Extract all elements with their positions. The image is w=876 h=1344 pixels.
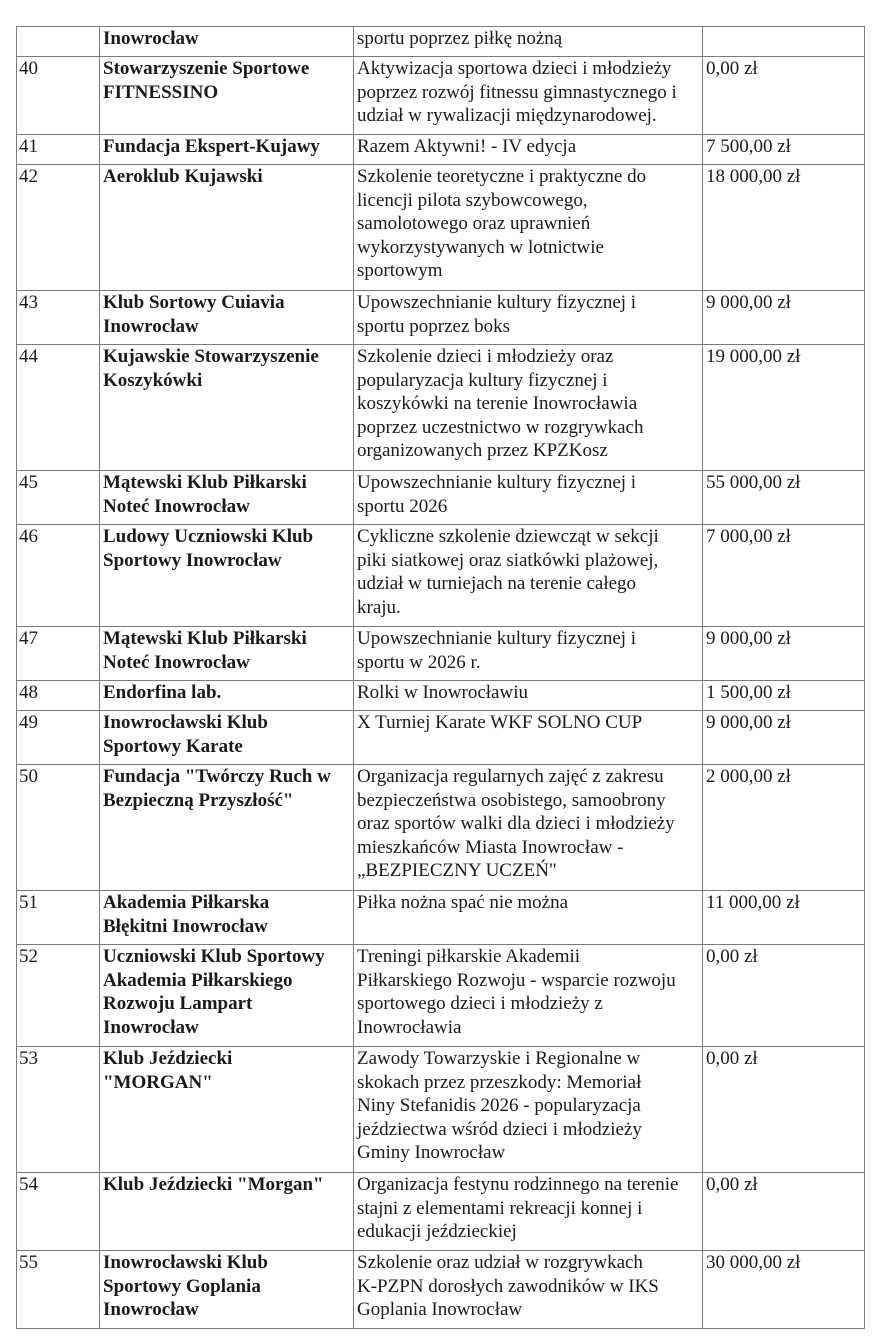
grant-amount bbox=[703, 345, 865, 471]
task-title-line: jeździectwa wśród dzieci i młodzieży bbox=[357, 1118, 642, 1140]
task-title bbox=[354, 165, 703, 291]
organization-name-line: Fundacja Ekspert-Kujawy bbox=[103, 136, 320, 157]
organization-name-line: Akademia Piłkarskiego bbox=[103, 969, 293, 991]
grant-amount-text: 1 500,00 zł bbox=[706, 682, 791, 703]
grant-amount-text: 7 000,00 zł bbox=[706, 526, 791, 547]
grant-amount-text: 0,00 zł bbox=[706, 58, 758, 79]
organization-name bbox=[100, 165, 354, 291]
task-title-line: sportu poprzez piłkę nożną bbox=[357, 28, 563, 49]
task-title-line: Organizacja regularnych zajęć z zakresu bbox=[357, 766, 664, 787]
row-number-text: 40 bbox=[19, 58, 38, 79]
task-title bbox=[354, 471, 703, 525]
grant-amount bbox=[703, 1251, 865, 1329]
organization-name bbox=[100, 57, 354, 135]
task-title bbox=[354, 345, 703, 471]
organization-name-line: Klub Sortowy Cuiavia bbox=[103, 292, 285, 313]
task-title-line: samolotowego oraz uprawnień bbox=[357, 213, 591, 235]
task-title-line: poprzez uczestnictwo w rozgrywkach bbox=[357, 416, 644, 438]
task-title-line: udział w turniejach na terenie całego bbox=[357, 573, 637, 595]
task-title-line: Rolki w Inowrocławiu bbox=[357, 682, 528, 703]
organization-name-line: Bezpieczną Przyszłość" bbox=[103, 789, 294, 811]
organization-name-line: Noteć Inowrocław bbox=[103, 495, 250, 517]
organization-name-line: Inowrocławski Klub bbox=[103, 1252, 268, 1273]
grant-amount-text: 0,00 zł bbox=[706, 946, 758, 967]
organization-name-line: Sportowy Inowrocław bbox=[103, 549, 282, 571]
row-number bbox=[17, 891, 100, 945]
table-row bbox=[17, 57, 865, 135]
task-title-line: Inowrocławia bbox=[357, 1016, 462, 1038]
task-title bbox=[354, 27, 703, 57]
row-number-text: 51 bbox=[19, 892, 38, 913]
row-number-text: 55 bbox=[19, 1252, 38, 1273]
task-title-line: Razem Aktywni! - IV edycja bbox=[357, 136, 577, 157]
grant-amount bbox=[703, 1173, 865, 1251]
table-row bbox=[17, 135, 865, 165]
row-number bbox=[17, 291, 100, 345]
task-title-line: Upowszechnianie kultury fizycznej i bbox=[357, 628, 637, 649]
organization-name-line: Aeroklub Kujawski bbox=[103, 166, 263, 187]
task-title-line: mieszkańców Miasta Inowrocław - bbox=[357, 836, 624, 858]
grant-amount-text: 7 500,00 zł bbox=[706, 136, 791, 157]
table-row bbox=[17, 525, 865, 627]
task-title-line: Szkolenie teoretyczne i praktyczne do bbox=[357, 166, 647, 187]
table-row bbox=[17, 891, 865, 945]
grant-amount-text: 18 000,00 zł bbox=[706, 166, 801, 187]
table-row bbox=[17, 345, 865, 471]
task-title bbox=[354, 1173, 703, 1251]
task-title-line: koszykówki na terenie Inowrocławia bbox=[357, 393, 638, 415]
task-title-line: bezpieczeństwa osobistego, samoobrony bbox=[357, 789, 666, 811]
task-title-line: piki siatkowej oraz siatkówki plażowej, bbox=[357, 549, 659, 571]
grants-table-body bbox=[17, 27, 865, 1329]
grant-amount bbox=[703, 627, 865, 681]
grant-amount-text: 55 000,00 zł bbox=[706, 472, 801, 493]
organization-name-line: Fundacja "Twórczy Ruch w bbox=[103, 766, 331, 787]
grant-amount bbox=[703, 945, 865, 1047]
organization-name bbox=[100, 1047, 354, 1173]
organization-name-line: Koszykówki bbox=[103, 369, 203, 391]
row-number bbox=[17, 1047, 100, 1173]
task-title bbox=[354, 291, 703, 345]
task-title bbox=[354, 945, 703, 1047]
row-number bbox=[17, 711, 100, 765]
row-number-text: 53 bbox=[19, 1048, 38, 1069]
organization-name-line: Noteć Inowrocław bbox=[103, 651, 250, 673]
organization-name-line: Stowarzyszenie Sportowe bbox=[103, 58, 310, 79]
task-title-line: sportowego dzieci i młodzieży z bbox=[357, 993, 603, 1015]
row-number-text: 42 bbox=[19, 166, 38, 187]
grant-amount bbox=[703, 681, 865, 711]
row-number bbox=[17, 1251, 100, 1329]
row-number bbox=[17, 681, 100, 711]
organization-name-line: Kujawskie Stowarzyszenie bbox=[103, 346, 319, 367]
organization-name-line: "MORGAN" bbox=[103, 1071, 213, 1093]
organization-name bbox=[100, 1173, 354, 1251]
task-title bbox=[354, 1047, 703, 1173]
grant-amount bbox=[703, 27, 865, 57]
grant-amount bbox=[703, 135, 865, 165]
row-number-text: 41 bbox=[19, 136, 38, 157]
grant-amount bbox=[703, 57, 865, 135]
row-number-text: 48 bbox=[19, 682, 38, 703]
task-title-line: licencji pilota szybowcowego, bbox=[357, 189, 588, 211]
row-number bbox=[17, 471, 100, 525]
organization-name bbox=[100, 891, 354, 945]
row-number-text: 43 bbox=[19, 292, 38, 313]
task-title-line: skokach przez przeszkody: Memoriał bbox=[357, 1071, 642, 1093]
task-title-line: sportu poprzez boks bbox=[357, 315, 511, 337]
row-number-text: 54 bbox=[19, 1174, 38, 1195]
organization-name-line: Mątewski Klub Piłkarski bbox=[103, 472, 307, 493]
grant-amount-text: 19 000,00 zł bbox=[706, 346, 801, 367]
task-title bbox=[354, 525, 703, 627]
grant-amount bbox=[703, 291, 865, 345]
task-title-line: Treningi piłkarskie Akademii bbox=[357, 946, 581, 967]
task-title bbox=[354, 711, 703, 765]
grant-amount bbox=[703, 525, 865, 627]
organization-name-line: Endorfina lab. bbox=[103, 682, 222, 703]
row-number bbox=[17, 135, 100, 165]
task-title-line: kraju. bbox=[357, 596, 401, 618]
organization-name bbox=[100, 1251, 354, 1329]
grant-amount-text: 0,00 zł bbox=[706, 1048, 758, 1069]
task-title-line: Szkolenie oraz udział w rozgrywkach bbox=[357, 1252, 643, 1273]
row-number bbox=[17, 525, 100, 627]
grant-amount-text: 9 000,00 zł bbox=[706, 292, 791, 313]
grant-amount-text: 0,00 zł bbox=[706, 1174, 758, 1195]
organization-name bbox=[100, 627, 354, 681]
task-title-line: Goplania Inowrocław bbox=[357, 1299, 523, 1321]
organization-name-line: Błękitni Inowrocław bbox=[103, 915, 268, 937]
task-title-line: Upowszechnianie kultury fizycznej i bbox=[357, 292, 637, 313]
table-row bbox=[17, 1173, 865, 1251]
table-row bbox=[17, 711, 865, 765]
task-title-line: Niny Stefanidis 2026 - popularyzacja bbox=[357, 1095, 641, 1117]
row-number-text: 50 bbox=[19, 766, 38, 787]
table-row bbox=[17, 681, 865, 711]
task-title-line: Cykliczne szkolenie dziewcząt w sekcji bbox=[357, 526, 659, 547]
grant-amount-text: 9 000,00 zł bbox=[706, 712, 791, 733]
task-title-line: sportu w 2026 r. bbox=[357, 651, 481, 673]
task-title-line: popularyzacja kultury fizycznej i bbox=[357, 369, 608, 391]
task-title-line: wykorzystywanych w lotnictwie bbox=[357, 236, 604, 258]
organization-name-line: Inowrocław bbox=[103, 315, 199, 337]
organization-name bbox=[100, 135, 354, 165]
task-title-line: Upowszechnianie kultury fizycznej i bbox=[357, 472, 637, 493]
task-title-line: poprzez rozwój fitnessu gimnastycznego i bbox=[357, 81, 677, 103]
row-number bbox=[17, 1173, 100, 1251]
organization-name bbox=[100, 471, 354, 525]
organization-name-line: Inowrocław bbox=[103, 28, 199, 49]
organization-name-line: Inowrocławski Klub bbox=[103, 712, 268, 733]
task-title bbox=[354, 57, 703, 135]
task-title-line: udział w rywalizacji międzynarodowej. bbox=[357, 105, 657, 127]
row-number-text: 46 bbox=[19, 526, 38, 547]
organization-name bbox=[100, 291, 354, 345]
task-title-line: Zawody Towarzyskie i Regionalne w bbox=[357, 1048, 641, 1069]
table-row bbox=[17, 291, 865, 345]
task-title bbox=[354, 765, 703, 891]
task-title-line: Piłkarskiego Rozwoju - wsparcie rozwoju bbox=[357, 969, 676, 991]
grant-amount bbox=[703, 1047, 865, 1173]
task-title bbox=[354, 135, 703, 165]
organization-name bbox=[100, 711, 354, 765]
grant-amount bbox=[703, 471, 865, 525]
organization-name-line: Inowrocław bbox=[103, 1016, 199, 1038]
task-title bbox=[354, 681, 703, 711]
organization-name-line: Klub Jeździecki "Morgan" bbox=[103, 1174, 324, 1195]
task-title-line: Gminy Inowrocław bbox=[357, 1142, 506, 1164]
task-title-line: Piłka nożna spać nie można bbox=[357, 892, 569, 913]
table-row bbox=[17, 471, 865, 525]
task-title-line: „BEZPIECZNY UCZEŃ" bbox=[357, 860, 557, 882]
row-number bbox=[17, 765, 100, 891]
table-row bbox=[17, 627, 865, 681]
organization-name-line: Klub Jeździecki bbox=[103, 1048, 233, 1069]
row-number bbox=[17, 27, 100, 57]
organization-name-line: Inowrocław bbox=[103, 1299, 199, 1321]
table-row bbox=[17, 765, 865, 891]
organization-name-line: Sportowy Goplania bbox=[103, 1275, 261, 1297]
organization-name-line: FITNESSINO bbox=[103, 81, 219, 103]
organization-name bbox=[100, 945, 354, 1047]
task-title bbox=[354, 891, 703, 945]
task-title-line: Organizacja festynu rodzinnego na terenie bbox=[357, 1174, 679, 1195]
task-title-line: organizowanych przez KPZKosz bbox=[357, 440, 608, 462]
row-number-text: 44 bbox=[19, 346, 38, 367]
row-number bbox=[17, 945, 100, 1047]
task-title-line: stajni z elementami rekreacji konnej i bbox=[357, 1197, 643, 1219]
organization-name bbox=[100, 681, 354, 711]
grant-amount bbox=[703, 165, 865, 291]
task-title-line: Aktywizacja sportowa dzieci i młodzieży bbox=[357, 58, 672, 79]
task-title bbox=[354, 1251, 703, 1329]
grant-amount bbox=[703, 891, 865, 945]
row-number bbox=[17, 627, 100, 681]
organization-name-line: Uczniowski Klub Sportowy bbox=[103, 946, 325, 967]
grant-amount-text: 9 000,00 zł bbox=[706, 628, 791, 649]
task-title-line: sportowym bbox=[357, 260, 443, 282]
task-title-line: edukacji jeździeckiej bbox=[357, 1221, 517, 1243]
task-title-line: sportu 2026 bbox=[357, 495, 448, 517]
grant-amount-text: 30 000,00 zł bbox=[706, 1252, 801, 1273]
grant-amount bbox=[703, 765, 865, 891]
table-row bbox=[17, 945, 865, 1047]
organization-name-line: Akademia Piłkarska bbox=[103, 892, 270, 913]
table-row bbox=[17, 1047, 865, 1173]
row-number bbox=[17, 165, 100, 291]
row-number-text: 52 bbox=[19, 946, 38, 967]
organization-name bbox=[100, 27, 354, 57]
row-number-text: 45 bbox=[19, 472, 38, 493]
task-title bbox=[354, 627, 703, 681]
row-number bbox=[17, 57, 100, 135]
row-number bbox=[17, 345, 100, 471]
organization-name-line: Mątewski Klub Piłkarski bbox=[103, 628, 307, 649]
task-title-line: X Turniej Karate WKF SOLNO CUP bbox=[357, 712, 643, 733]
organization-name bbox=[100, 765, 354, 891]
grant-amount bbox=[703, 711, 865, 765]
grants-table bbox=[16, 26, 865, 1329]
organization-name-line: Ludowy Uczniowski Klub bbox=[103, 526, 314, 547]
table-row bbox=[17, 165, 865, 291]
organization-name bbox=[100, 345, 354, 471]
organization-name-line: Sportowy Karate bbox=[103, 735, 243, 757]
organization-name-line: Rozwoju Lampart bbox=[103, 993, 253, 1015]
row-number-text: 47 bbox=[19, 628, 38, 649]
table-row bbox=[17, 27, 865, 57]
table-row bbox=[17, 1251, 865, 1329]
document-page bbox=[16, 26, 864, 1329]
grant-amount-text: 2 000,00 zł bbox=[706, 766, 791, 787]
task-title-line: K-PZPN dorosłych zawodników w IKS bbox=[357, 1275, 659, 1297]
grant-amount-text: 11 000,00 zł bbox=[706, 892, 800, 913]
organization-name bbox=[100, 525, 354, 627]
row-number-text: 49 bbox=[19, 712, 38, 733]
task-title-line: Szkolenie dzieci i młodzieży oraz bbox=[357, 346, 614, 367]
task-title-line: oraz sportów walki dla dzieci i młodzieży bbox=[357, 813, 675, 835]
